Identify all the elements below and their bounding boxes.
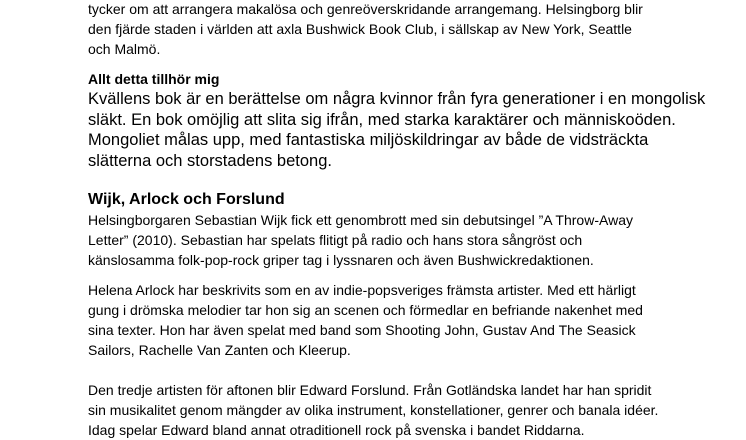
text-line: Den tredje artisten för aftonen blir Edward Forslund. Från Gotländska landet har han spridit xyxy=(88,382,652,398)
artists-heading: Wijk, Arlock och Forslund xyxy=(88,191,285,208)
artist-paragraph-wijk xyxy=(88,210,658,270)
artist-paragraph-arlock xyxy=(88,280,658,360)
text-line: Helena Arlock har beskrivits som en av indie-popsveriges främsta artister. Med ett härligt xyxy=(88,282,636,298)
text-line: tycker om att arrangera makalösa och genreöverskridande arrangemang. Helsingborg blir xyxy=(88,1,643,17)
text-line: Helsingborgaren Sebastian Wijk fick ett genombrott med sin debutsingel ”A Throw-Away xyxy=(88,212,633,228)
artist-paragraph-forslund xyxy=(88,380,658,440)
text-line: gung i drömska melodier tar hon sig an scenen och förmedlar en befriande nakenhet med xyxy=(88,302,643,318)
intro-text xyxy=(88,0,643,59)
text-line: känslosamma folk-pop-rock griper tag i lyssnaren och även Bushwickredaktionen. xyxy=(88,252,594,268)
text-line: den fjärde staden i världen att axla Bushwick Book Club, i sällskap av New York, Seattle xyxy=(88,21,632,37)
text-line: sina texter. Hon har även spelat med band som Shooting John, Gustav And The Seasick xyxy=(88,322,636,338)
book-subheading: Allt detta tillhör mig xyxy=(88,71,220,87)
text-line: Letter” (2010). Sebastian har spelats flitigt på radio och hans stora sångröst och xyxy=(88,232,583,248)
book-section xyxy=(88,69,705,171)
book-description xyxy=(88,89,705,171)
text-line: Mongoliet målas upp, med fantastiska miljöskildringar av både de vidsträckta xyxy=(88,131,649,149)
text-line: och Malmö. xyxy=(88,41,161,57)
text-line: Sailors, Rachelle Van Zanten och Kleerup. xyxy=(88,342,351,358)
text-line: sin musikalitet genom mängder av olika instrument, konstellationer, genrer och banala idéer. xyxy=(88,402,659,418)
text-line: släkt. En bok omöjlig att slita sig ifrån, med starka karaktärer och människoöden. xyxy=(88,110,676,129)
text-line: Kvällens bok är en berättelse om några kvinnor från fyra generationer i en mongolisk xyxy=(88,90,706,108)
text-line: Idag spelar Edward bland annat otraditionell rock på svenska i bandet Riddarna. xyxy=(88,422,585,438)
text-line: slätterna och storstadens betong. xyxy=(88,151,332,170)
artists-section xyxy=(88,190,658,440)
intro-paragraph xyxy=(88,0,643,59)
